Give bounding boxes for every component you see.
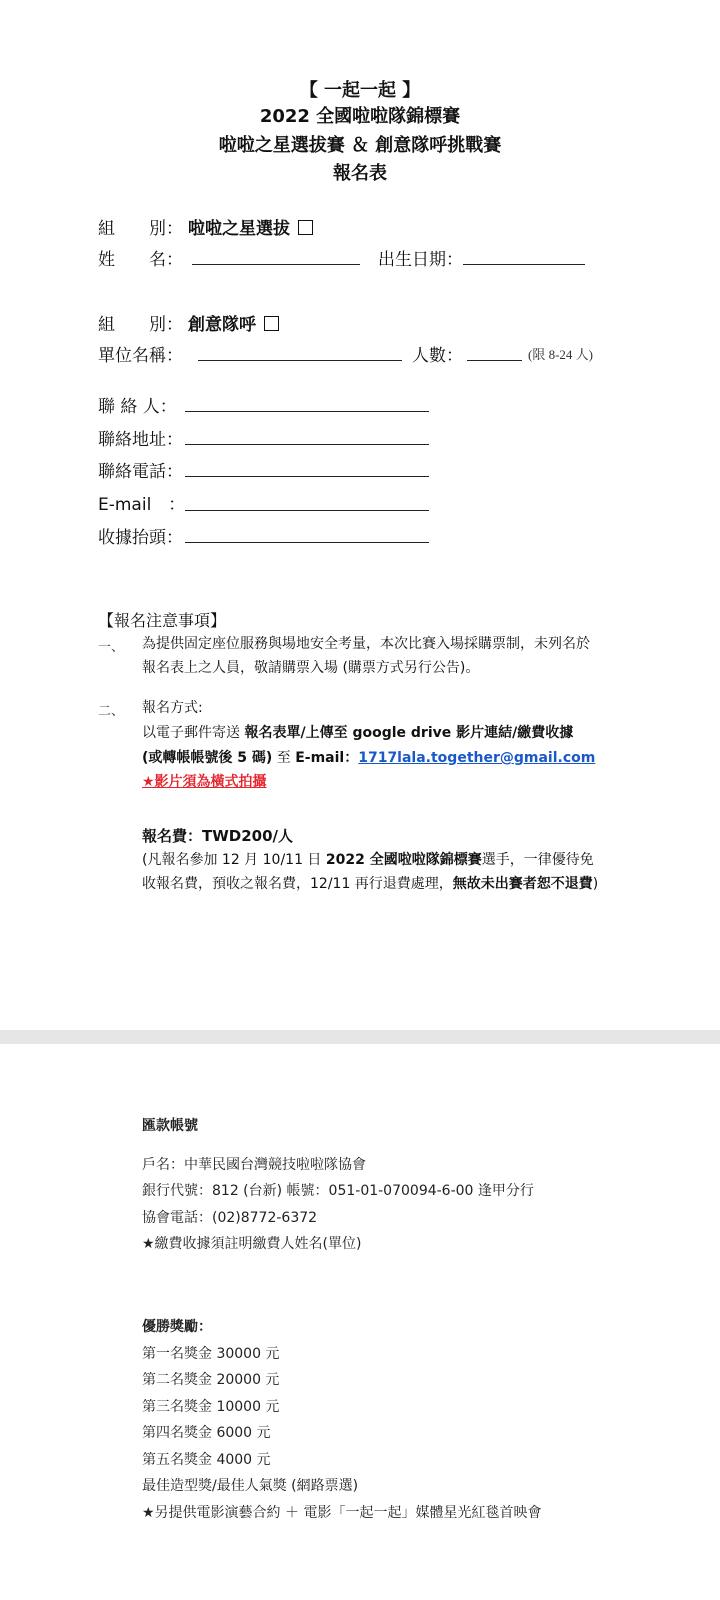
fee-line-2-a: 收報名費，預收之報名費，12/11 再行退費處理，	[142, 876, 453, 892]
receipt-title-label: 收據抬頭：	[98, 528, 183, 548]
note-1-number: 一、	[98, 640, 125, 655]
contact-person-label: 聯 絡 人：	[98, 397, 177, 417]
submission-method-line-2	[142, 745, 595, 771]
submission-to: 至	[272, 750, 296, 766]
contact-person-field[interactable]	[185, 411, 429, 412]
phone-label: 聯絡電話：	[98, 462, 183, 482]
group2-label: 組 別：	[98, 315, 183, 335]
note-1-line-2: 報名表上之人員，敬請購票入場 (購票方式另行公告)。	[142, 660, 480, 676]
championship-title: 2022 全國啦啦隊錦標賽	[259, 106, 461, 127]
fee-line-2-c: )	[592, 876, 599, 892]
fee-line-1-b: 2022 全國啦啦隊錦標賽	[325, 852, 482, 868]
group2-option[interactable]	[188, 310, 279, 335]
email-label: E-mail ：	[98, 495, 186, 515]
people-count-field[interactable]	[467, 360, 522, 361]
fee-line-2	[142, 871, 598, 897]
people-count-label: 人數：	[412, 346, 463, 366]
prize-item: 第二名獎金 20000 元	[142, 1372, 280, 1388]
group1-checkbox[interactable]	[298, 220, 313, 235]
phone-field[interactable]	[185, 476, 429, 477]
competition-title: 啦啦之星選拔賽 ＆ 創意隊呼挑戰賽	[218, 135, 502, 156]
prizes-heading: 優勝獎勵：	[142, 1319, 212, 1335]
email-field[interactable]	[185, 510, 429, 511]
unit-name-field[interactable]	[198, 360, 402, 361]
fee-title: 報名費：TWD200/人	[142, 827, 294, 845]
dob-label: 出生日期：	[378, 250, 463, 270]
no-refund-note: 無故未出賽者恕不退費	[452, 876, 593, 892]
remittance-heading: 匯款帳號	[142, 1118, 198, 1134]
group1-option[interactable]	[188, 214, 313, 239]
fee-line-1	[142, 847, 594, 873]
dob-field[interactable]	[463, 264, 585, 265]
name-field[interactable]	[192, 264, 360, 265]
prize-item: 第一名獎金 30000 元	[142, 1346, 280, 1362]
prize-item: 第四名獎金 6000 元	[142, 1425, 271, 1441]
unit-name-label: 單位名稱：	[98, 346, 183, 366]
submission-method-line-1	[142, 720, 573, 746]
people-limit-note: (限 8-24 人)	[528, 347, 593, 362]
fee-line-1-c: 選手，一律優待免	[481, 852, 594, 868]
event-brand-title: 【 一起一起 】	[299, 80, 421, 101]
form-title: 報名表	[333, 163, 387, 184]
name-label: 姓 名：	[98, 250, 183, 270]
notes-heading: 【報名注意事項】	[98, 611, 227, 630]
address-label: 聯絡地址：	[98, 430, 183, 450]
receipt-title-field[interactable]	[185, 542, 429, 543]
fee-line-1-a: (凡報名參加 12 月 10/11 日	[142, 852, 326, 868]
prize-item: 第五名獎金 4000 元	[142, 1452, 271, 1468]
bonus-offer-note: ★另提供電影演藝合約 ＋ 電影「一起一起」媒體星光紅毯首映會	[142, 1505, 542, 1521]
group1-label: 組 別：	[98, 219, 183, 239]
document-page-2	[0, 1044, 720, 1600]
group2-option-label: 創意隊呼	[188, 315, 256, 335]
page-separator	[0, 1030, 720, 1044]
note-1-line-1: 為提供固定座位服務與場地安全考量，本次比賽入場採購票制，未列名於	[142, 636, 590, 652]
bank-account-info: 銀行代號：812 (台新) 帳號：051-01-070094-6-00 逢甲分行	[142, 1183, 534, 1199]
receipt-note: ★繳費收據須註明繳費人姓名(單位)	[142, 1236, 362, 1252]
prize-item: 第三名獎金 10000 元	[142, 1399, 280, 1415]
note-2-number: 二、	[98, 704, 125, 719]
submission-items: 報名表單/上傳至 google drive 影片連結/繳費收據	[244, 725, 574, 741]
prize-item: 最佳造型獎/最佳人氣獎 (網路票選)	[142, 1478, 359, 1494]
submission-email-link[interactable]: 1717lala.together@gmail.com	[358, 750, 596, 766]
account-name: 戶名：中華民國台灣競技啦啦隊協會	[142, 1157, 366, 1173]
group2-checkbox[interactable]	[264, 316, 279, 331]
submission-prefix: 以電子郵件寄送	[142, 725, 245, 741]
landscape-video-note: ★影片須為橫式拍攝	[142, 774, 267, 790]
note-2-title: 報名方式:	[142, 700, 203, 716]
group1-option-label: 啦啦之星選拔	[188, 219, 290, 239]
address-field[interactable]	[185, 444, 429, 445]
association-phone: 協會電話：(02)8772-6372	[142, 1210, 318, 1226]
email-prefix: E-mail：	[295, 750, 359, 766]
transfer-digits-note: (或轉帳帳號後 5 碼)	[142, 750, 273, 766]
